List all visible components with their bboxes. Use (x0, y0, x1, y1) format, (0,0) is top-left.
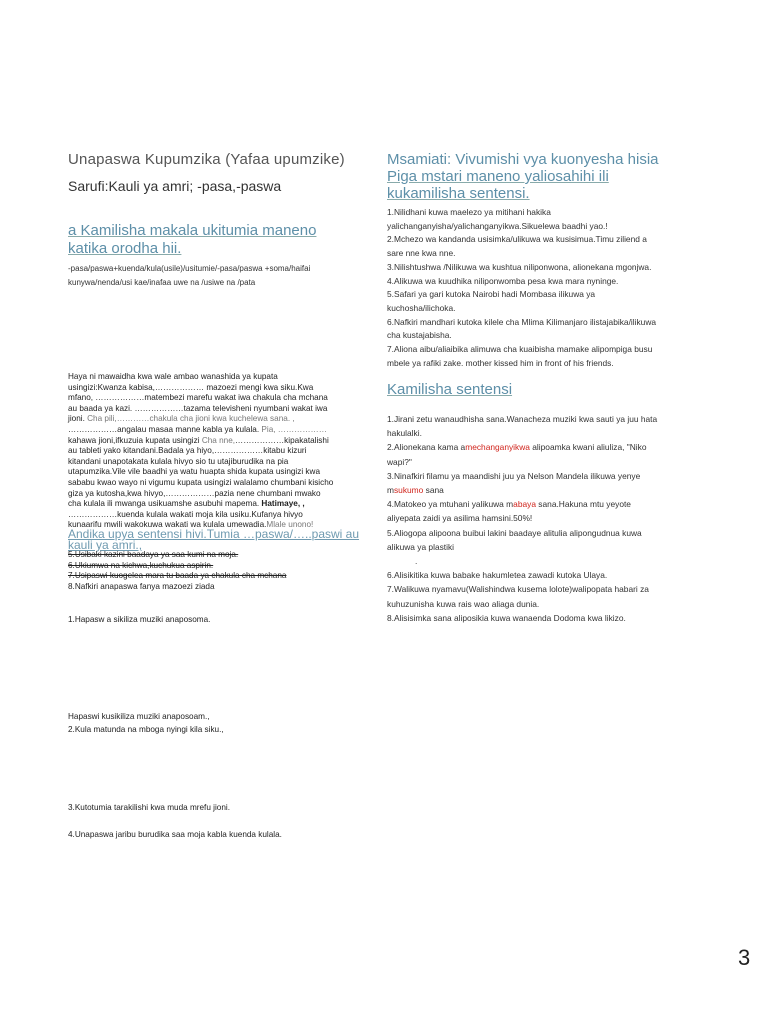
list-item: 6.Alisikitika kuwa babake hakumletea zawadi kutoka Ulaya. (387, 570, 608, 581)
passage-line: usingizi:Kwanza kabisa,……………… mazoezi mengi kwa siku.Kwa (68, 382, 314, 392)
passage (68, 372, 383, 531)
underline-heading-line2: kukamilisha sentensi. (387, 185, 530, 202)
list-item: . (415, 556, 418, 567)
sentence-list (387, 412, 717, 625)
word-bank (68, 262, 358, 289)
complete-heading-line1: a Kamilisha makala ukitumia maneno (68, 222, 317, 239)
passage-line: sababu kwao wayo ni vigumu kupata usingizi walalamo chumbani kisicho (68, 477, 334, 487)
list-item: 8.Nafkiri anapaswa fanya mazoezi ziada (68, 581, 215, 591)
list-item: 1.Nilidhani kuwa maelezo ya mitihani hakika (387, 207, 551, 217)
passage-line: kitandani unapotakata kulala hivyo sio tu utajiburudika na pia (68, 456, 289, 466)
passage-line: Haya ni mawaidha kwa wale ambao wanashida ya kupata (68, 372, 278, 381)
list-item: sare nne kwa nne. (387, 248, 456, 259)
struck-item: 5.Usibaki kazini baadaya ya saa kumi na moja. (68, 550, 239, 559)
page-title: Unapaswa Kupumzika (Yafaa upumzike) (68, 151, 345, 168)
vocab-list (387, 206, 717, 370)
list-item: kuchosha/ilichoka. (387, 302, 456, 313)
complete-sentences-heading: Kamilisha sentensi (387, 381, 513, 398)
list-item: 7.Walikuwa nyamavu(Walishindwa kusema lolote)walipopata habari za (387, 584, 649, 595)
vocab-heading: Msamiati: Vivumishi vya kuonyesha hisia (387, 151, 659, 168)
underline-heading-line1: Piga mstari maneno yaliosahihi ili (387, 168, 609, 185)
passage-line: kahawa jioni,ifkuzuia kupata usingizi Cha nne,………………kipakatalishi (68, 435, 329, 445)
list-item: hakulalki. (387, 428, 422, 439)
passage-line: kunaarifu mwili wakokuwa wakati wa kulala umewadia.Mlale unono! (68, 520, 314, 530)
exercise-2: 2.Kula matunda na mboga nyingi kila siku., (68, 725, 224, 734)
list-item: kuhuzunisha kuwa rais wao aliaga dunia. (387, 598, 540, 609)
list-item: 5.Aliogopa alipoona buibui lakini baadaye alitulia alipongudnua kuwa (387, 527, 642, 538)
exercise-4: 4.Unapaswa jaribu burudika saa moja kabla kuenda kulala. (68, 830, 282, 839)
list-item: 8.Alisisimka sana aliposikia kuwa wanaenda Dodoma kwa likizo. (387, 612, 626, 623)
struck-item: 6.Ukiumwa na kichwa,kuchukua aspirin. (68, 560, 214, 570)
list-item: mbele ya rafiki zake. mother kissed him in front of his friends. (387, 357, 614, 368)
list-item: 2.Mchezo wa kandanda usisimka/ulikuwa wa kusisimua.Timu ziliend a (387, 234, 647, 245)
list-item: cha kustajabisha. (387, 330, 452, 341)
list-item: 3.Nilishtushwa /Nilikuwa wa kushtua niliponwona, alionekana mgonjwa. (387, 261, 652, 272)
list-item: alikuwa ya plastiki (387, 541, 455, 552)
list-item: 4.Matokeo ya mtuhani yalikuwa mabaya sana.Hakuna mtu yeyote (387, 499, 631, 510)
list-item: 7.Aliona aibu/aliaibika alimuwa cha kuaibisha mamake alipompiga busu (387, 344, 653, 355)
struck-list (68, 550, 286, 592)
list-item: msukumo sana (387, 485, 444, 496)
passage-line: utapumzika.Vile vile baadhi ya watu huapta shida kupata usingizi kwa (68, 467, 320, 477)
passage-line: giza ya kutosha,kwa hivyo,………………pazia nene chumbani mwako (68, 488, 321, 498)
list-item: 3.Ninafkiri filamu ya maandishi juu ya Nelson Mandela ilikuwa yenye (387, 470, 641, 481)
passage-line: au tableti yako kitandani.Badala ya hiyo,………………kitabu kizuri (68, 446, 307, 456)
exercise-1: 1.Hapasw a sikiliza muziki anaposoma. (68, 615, 211, 624)
rewrite-heading-line2: kauli ya amri., (68, 538, 143, 552)
passage-line: cha kulala ili mwanga usikuamshe asubuhi mapema. Hatimaye, , (68, 499, 305, 509)
grammar-heading: Sarufi:Kauli ya amri; -pasa,-paswa (68, 178, 282, 194)
list-item: 1.Jirani zetu wanaudhisha sana.Wanacheza muziki kwa sauti ya juu hata (387, 414, 658, 424)
passage-line: ………………angalau masaa manne kabla ya kulala. Pia, ……………… (68, 424, 327, 434)
struck-item: 7.Usipaswi kuogelea mara tu baada ya chakula cha mchana (68, 571, 287, 581)
list-item: 5.Safari ya gari kutoka Nairobi hadi Mombasa ilikuwa ya (387, 289, 596, 300)
rewrite-heading (68, 529, 359, 551)
list-item: wapi?" (387, 456, 412, 467)
list-item: 6.Nafkiri mandhari kutoka kilele cha Mlima Kilimanjaro ilistajabika/ilikuwa (387, 316, 657, 327)
list-item: aliyepata zaidi ya asilima hamsini.50%! (387, 513, 533, 524)
rewrite-heading-line1: Andika upya sentensi hivi.Tumia …paswa/…..paswi au (68, 527, 360, 541)
passage-line: au baada ya kazi. ………………tazama televisheni nyumbani wakat iwa (68, 403, 328, 413)
passage-line: jioni. Cha pili,…………chakula cha jioni kwa kuchelewa sana. , (68, 414, 295, 424)
passage-line: ………………kuenda kulala wakati moja kila usiku.Kufanya hivyo (68, 509, 303, 519)
list-item: yalichanganyisha/yalichanganyikwa.Sikuelewa baadhi yao.! (387, 220, 608, 231)
exercise-3: 3.Kutotumia tarakilishi kwa muda mrefu jioni. (68, 803, 230, 812)
passage-line: mfano, ………………matembezi marefu wakat iwa chakula cha mchana (68, 393, 328, 403)
word-bank-line1: -pasa/paswa+kuenda/kula(usile)/usitumie/-pasa/paswa +soma/haifai (68, 264, 311, 273)
list-item: 4.Alikuwa wa kuudhika niliponwomba pesa kwa mara nyninge. (387, 275, 619, 286)
exercise-1-answer: Hapaswi kusikiliza muziki anaposoam., (68, 712, 210, 721)
complete-heading-line2: katika orodha hii. (68, 240, 182, 257)
list-item: 2.Alionekana kama amechanganyikwa alipoamka kwani aliuliza, "Niko (387, 442, 647, 453)
word-bank-line2: kunywa/nenda/usi kae/inafaa uwe na /usiwe na /pata (68, 277, 256, 287)
page-number: 3 (738, 945, 751, 970)
